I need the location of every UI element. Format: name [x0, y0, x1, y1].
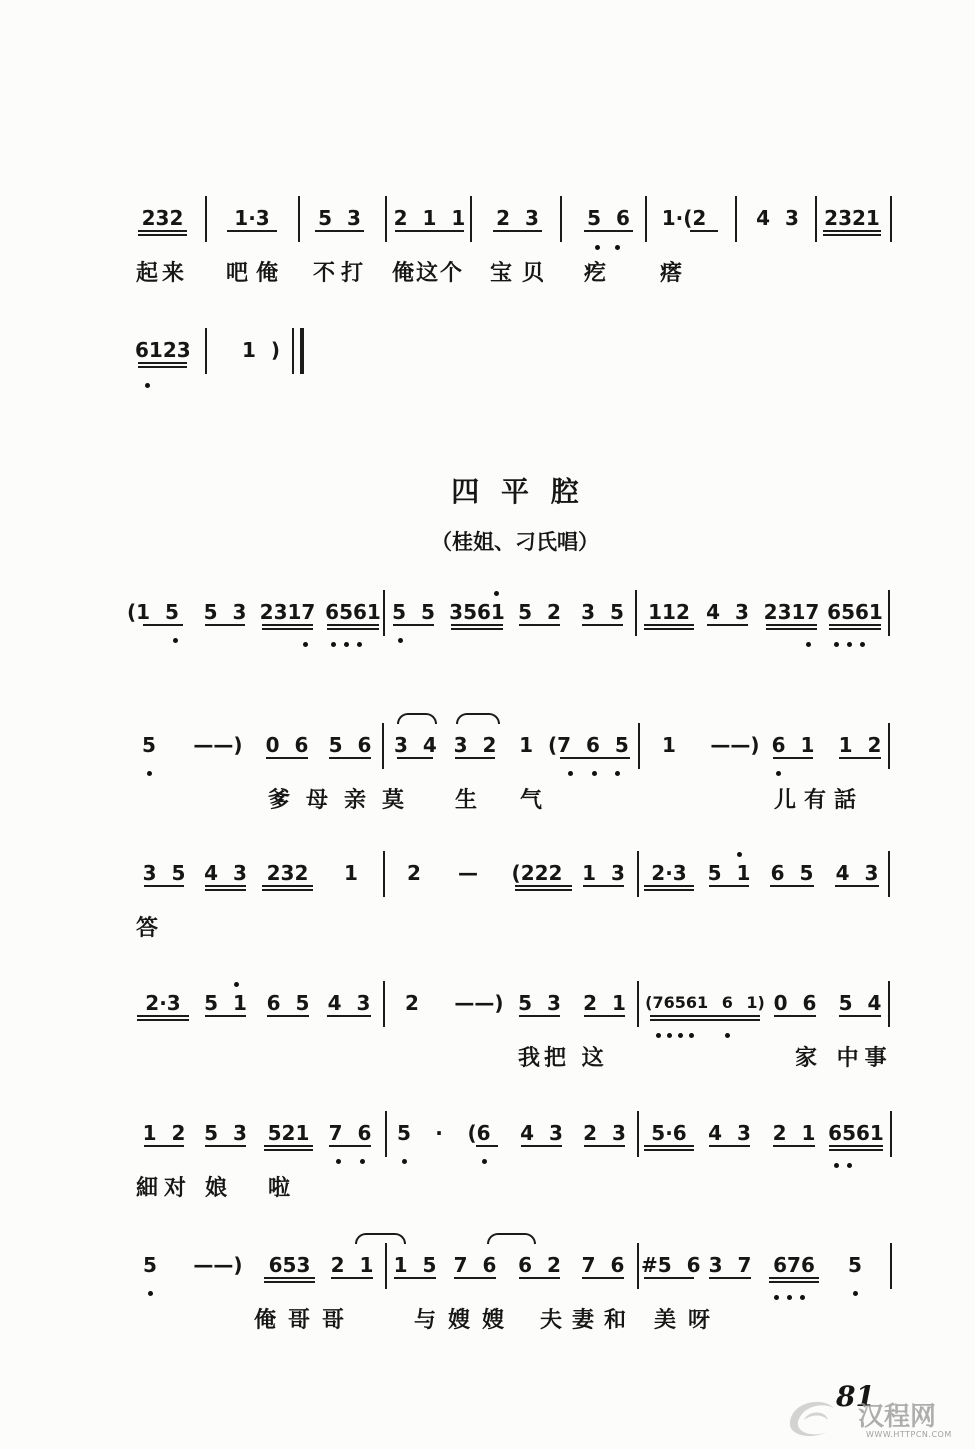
barline	[205, 328, 207, 374]
duration-underline	[650, 1015, 760, 1017]
duration-underline	[476, 1145, 498, 1147]
duration-underline	[519, 1015, 560, 1017]
duration-underline	[690, 230, 718, 232]
note-group: 232	[266, 861, 309, 885]
note-group: 7 6	[581, 1253, 625, 1277]
octave-dot	[853, 1291, 858, 1296]
duration-underline	[451, 624, 503, 626]
note-group: 0 6	[265, 733, 309, 757]
lyric: 俺这个	[392, 261, 465, 286]
duration-underline	[205, 1015, 246, 1017]
duration-underline	[262, 628, 313, 630]
duration-underline	[839, 1015, 881, 1017]
octave-dot	[847, 642, 852, 647]
duration-underline	[829, 1145, 883, 1147]
duration-underline	[264, 1277, 315, 1279]
note-group: 5 3	[318, 206, 361, 230]
barline	[637, 1243, 639, 1289]
duration-underline	[644, 628, 694, 630]
note-group: 5 4	[838, 991, 882, 1015]
lyric: 生	[455, 788, 478, 813]
watermark-brand: 汉程网	[858, 1402, 937, 1432]
note-group: 6 2	[518, 1253, 561, 1277]
octave-dot	[360, 1159, 365, 1164]
note-group: 5	[397, 1121, 411, 1145]
lyric: 吧俺	[226, 261, 287, 286]
duration-underline	[327, 1015, 371, 1017]
note-group: 7 6	[328, 1121, 372, 1145]
duration-underline	[264, 1149, 313, 1151]
duration-underline	[773, 757, 813, 759]
barline	[383, 590, 385, 636]
duration-underline	[397, 757, 433, 759]
note-group: 2317	[763, 600, 820, 624]
duration-underline	[560, 757, 630, 759]
duration-underline	[144, 885, 184, 887]
duration-underline	[315, 230, 364, 232]
duration-underline	[584, 230, 633, 232]
note-group: 1	[344, 861, 358, 885]
duration-underline	[709, 885, 749, 887]
note-group: 653	[268, 1253, 311, 1277]
duration-underline	[582, 1277, 624, 1279]
lyric: 家 中事	[795, 1046, 893, 1071]
note-group: 112	[648, 600, 690, 624]
duration-underline	[644, 1277, 694, 1279]
octave-dot	[774, 1295, 779, 1300]
barline	[385, 1111, 387, 1157]
duration-underline	[455, 757, 495, 759]
duration-underline	[267, 1015, 309, 1017]
note-group: 5	[143, 1253, 157, 1277]
barline	[890, 196, 892, 242]
lyric: 疙	[584, 261, 607, 286]
octave-dot	[834, 1163, 839, 1168]
slur	[355, 1233, 406, 1244]
duration-underline	[644, 1145, 694, 1147]
note-group: ·	[435, 1121, 443, 1145]
singers-note: （桂姐、刁氏唱）	[431, 530, 599, 554]
duration-underline	[650, 1019, 760, 1021]
lyric: 儿有話	[774, 788, 865, 813]
slur	[397, 713, 437, 724]
duration-underline	[769, 1281, 819, 1283]
lyric: 俺哥哥	[254, 1308, 357, 1333]
note-group: 4 3	[520, 1121, 563, 1145]
duration-underline	[521, 1145, 562, 1147]
duration-underline	[835, 885, 879, 887]
note-group: 2 1	[330, 1253, 374, 1277]
duration-underline	[770, 885, 814, 887]
slur	[487, 1233, 536, 1244]
lyric: 夫妻和	[540, 1308, 637, 1333]
octave-dot	[847, 1163, 852, 1168]
duration-underline	[264, 1281, 315, 1283]
note-group: 5 1	[707, 861, 751, 885]
duration-underline	[138, 230, 187, 232]
note-group: 0 6	[773, 991, 817, 1015]
note-group: 6561	[325, 600, 381, 624]
lyric: 与嫂嫂	[414, 1308, 517, 1333]
note-group: 6 1	[771, 733, 815, 757]
note-group: 1·3	[234, 206, 270, 230]
watermark-logo-icon	[782, 1392, 844, 1442]
duration-underline	[205, 1145, 246, 1147]
barline	[635, 590, 637, 636]
octave-dot	[787, 1295, 792, 1300]
barline	[637, 981, 639, 1027]
duration-underline	[138, 362, 187, 364]
note-group: 2 3	[583, 1121, 626, 1145]
duration-underline	[264, 1145, 313, 1147]
duration-underline	[515, 885, 572, 887]
octave-dot	[482, 1159, 487, 1164]
duration-underline	[393, 624, 434, 626]
octave-dot	[737, 852, 742, 857]
note-group: 4 3	[706, 600, 749, 624]
barline	[382, 723, 384, 769]
duration-underline	[451, 628, 503, 630]
duration-underline	[395, 230, 464, 232]
octave-dot	[145, 383, 150, 388]
octave-dot	[173, 638, 178, 643]
note-group: 676	[773, 1253, 815, 1277]
note-group: 1 )	[241, 338, 281, 362]
duration-underline	[454, 1277, 496, 1279]
duration-underline	[829, 624, 881, 626]
lyric: 气	[520, 788, 543, 813]
note-group: 3 2	[453, 733, 497, 757]
barline	[385, 1243, 387, 1289]
duration-underline	[266, 757, 308, 759]
barline	[888, 851, 890, 897]
duration-underline	[331, 1277, 373, 1279]
octave-dot	[336, 1159, 341, 1164]
octave-dot	[398, 638, 403, 643]
note-group: 2317	[259, 600, 316, 624]
lyric: 宝贝	[490, 261, 555, 286]
octave-dot	[592, 771, 597, 776]
duration-underline	[519, 1277, 560, 1279]
duration-underline	[644, 885, 694, 887]
note-group: (76561 6 1)	[645, 993, 765, 1012]
octave-dot	[344, 642, 349, 647]
note-group: 7 6	[453, 1253, 497, 1277]
barline	[205, 196, 207, 242]
barline	[560, 196, 562, 242]
barline	[637, 1111, 639, 1157]
octave-dot	[800, 1295, 805, 1300]
lyric: 不打	[313, 261, 370, 286]
note-group: 1	[662, 733, 676, 757]
note-group: 521	[267, 1121, 310, 1145]
duration-underline	[519, 624, 560, 626]
note-group: 1 2	[838, 733, 882, 757]
duration-underline	[205, 885, 246, 887]
duration-underline	[227, 230, 277, 232]
duration-underline	[137, 1015, 189, 1017]
note-group: 6123	[135, 338, 191, 362]
duration-underline	[205, 889, 246, 891]
note-group: #5 6	[641, 1253, 701, 1277]
note-group: 5 3	[518, 991, 561, 1015]
duration-underline	[709, 1277, 751, 1279]
barline	[890, 1111, 892, 1157]
lyric: 娘	[205, 1176, 228, 1201]
duration-underline	[774, 1015, 816, 1017]
page-number: 81	[836, 1380, 875, 1413]
note-group: ——)	[710, 733, 760, 757]
octave-dot	[402, 1159, 407, 1164]
note-group: (6	[467, 1121, 491, 1145]
note-group: 232	[141, 206, 184, 230]
octave-dot	[667, 1033, 672, 1038]
duration-underline	[839, 757, 881, 759]
note-group: 2 1 1	[393, 206, 466, 230]
note-group: 4 3	[835, 861, 879, 885]
note-group: 2·3	[651, 861, 687, 885]
octave-dot	[615, 245, 620, 250]
note-group: ——)	[193, 1253, 243, 1277]
octave-dot	[147, 771, 152, 776]
duration-underline	[329, 1145, 371, 1147]
duration-underline	[773, 1145, 815, 1147]
duration-underline	[644, 624, 694, 626]
duration-underline	[143, 624, 183, 626]
duration-underline	[584, 1145, 625, 1147]
octave-dot	[615, 771, 620, 776]
note-group: 5 5	[392, 600, 435, 624]
lyric: 爹母亲莫	[268, 788, 421, 813]
note-group: 2·3	[145, 991, 181, 1015]
barline	[888, 590, 890, 636]
duration-underline	[644, 1149, 694, 1151]
duration-underline	[584, 1015, 625, 1017]
duration-underline	[394, 1277, 436, 1279]
note-group: 5 3	[203, 600, 247, 624]
note-group: 2	[405, 991, 419, 1015]
lyric: 答	[136, 916, 159, 941]
duration-underline	[829, 1149, 883, 1151]
octave-dot	[678, 1033, 683, 1038]
barline	[888, 723, 890, 769]
octave-dot	[303, 642, 308, 647]
duration-underline	[262, 624, 313, 626]
lyric: 細对	[136, 1176, 193, 1201]
note-group: 1 2	[142, 1121, 186, 1145]
duration-underline	[262, 889, 313, 891]
note-group: (222	[511, 861, 563, 885]
duration-underline	[329, 757, 371, 759]
note-group: 3 5	[142, 861, 186, 885]
note-group: —	[458, 861, 478, 885]
note-group: 2 3	[496, 206, 539, 230]
note-group: 5	[142, 733, 156, 757]
duration-underline	[262, 885, 313, 887]
note-group: 4 3	[708, 1121, 751, 1145]
octave-dot	[494, 591, 499, 596]
octave-dot	[656, 1033, 661, 1038]
note-group: 6 5	[770, 861, 814, 885]
note-group: 6561	[828, 1121, 884, 1145]
duration-underline	[823, 234, 881, 236]
note-group: 6 5	[266, 991, 310, 1015]
note-group: 2 1	[772, 1121, 816, 1145]
note-group: 5 1	[204, 991, 247, 1015]
duration-underline	[769, 1277, 819, 1279]
octave-dot	[806, 642, 811, 647]
duration-underline	[823, 230, 881, 232]
octave-dot	[595, 245, 600, 250]
duration-underline	[583, 885, 624, 887]
octave-dot	[234, 982, 239, 987]
note-group: 3 7	[708, 1253, 752, 1277]
duration-underline	[707, 624, 748, 626]
note-group: 1 5	[393, 1253, 437, 1277]
duration-underline	[493, 230, 542, 232]
octave-dot	[568, 771, 573, 776]
slur	[456, 713, 500, 724]
duration-underline	[709, 1145, 750, 1147]
octave-dot	[689, 1033, 694, 1038]
note-group: 5·6	[651, 1121, 687, 1145]
duration-underline	[766, 624, 817, 626]
duration-underline	[327, 628, 379, 630]
octave-dot	[357, 642, 362, 647]
final-double-barline	[292, 328, 304, 374]
duration-underline	[829, 628, 881, 630]
note-group: 1·(2	[661, 206, 707, 230]
octave-dot	[776, 771, 781, 776]
note-group: 6561	[827, 600, 883, 624]
note-group: (1 5	[127, 600, 179, 624]
note-group: 5 2	[518, 600, 561, 624]
piece-title: 四 平 腔	[451, 475, 585, 508]
lyric: 瘩	[660, 261, 683, 286]
duration-underline	[644, 889, 694, 891]
barline	[385, 196, 387, 242]
duration-underline	[137, 1019, 189, 1021]
note-group: 5 6	[328, 733, 372, 757]
duration-underline	[138, 366, 187, 368]
barline	[638, 723, 640, 769]
note-group: ——)	[454, 991, 504, 1015]
barline	[888, 981, 890, 1027]
barline	[383, 981, 385, 1027]
octave-dot	[834, 642, 839, 647]
lyric: 我把 这	[518, 1046, 608, 1071]
note-group: 1 (7 6 5	[519, 733, 629, 757]
watermark-site: WWW.HTTPCN.COM	[866, 1430, 952, 1439]
note-group: ——)	[193, 733, 243, 757]
note-group: 4 3	[756, 206, 799, 230]
barline	[815, 196, 817, 242]
note-group: 2	[407, 861, 421, 885]
barline	[383, 851, 385, 897]
duration-underline	[205, 624, 245, 626]
note-group: 5 6	[587, 206, 630, 230]
lyric: 啦	[268, 1176, 291, 1201]
note-group: 5 3	[204, 1121, 247, 1145]
duration-underline	[582, 624, 623, 626]
barline	[298, 196, 300, 242]
barline	[735, 196, 737, 242]
duration-underline	[515, 889, 572, 891]
note-group: 2321	[824, 206, 880, 230]
octave-dot	[725, 1033, 730, 1038]
note-group: 4 3	[327, 991, 371, 1015]
duration-underline	[327, 624, 379, 626]
note-group: 3 4	[394, 733, 437, 757]
barline	[890, 1243, 892, 1289]
duration-underline	[144, 1145, 184, 1147]
octave-dot	[331, 642, 336, 647]
note-group: 5	[848, 1253, 862, 1277]
note-group: 2 1	[583, 991, 626, 1015]
octave-dot	[860, 642, 865, 647]
duration-underline	[766, 628, 817, 630]
barline	[470, 196, 472, 242]
lyric: 美呀	[654, 1308, 723, 1333]
barline	[637, 851, 639, 897]
note-group: 1 3	[582, 861, 625, 885]
barline	[645, 196, 647, 242]
note-group: 4 3	[204, 861, 247, 885]
octave-dot	[148, 1291, 153, 1296]
note-group: 3561	[449, 600, 505, 624]
duration-underline	[138, 234, 187, 236]
note-group: 3 5	[581, 600, 624, 624]
lyric: 起来	[136, 261, 189, 286]
